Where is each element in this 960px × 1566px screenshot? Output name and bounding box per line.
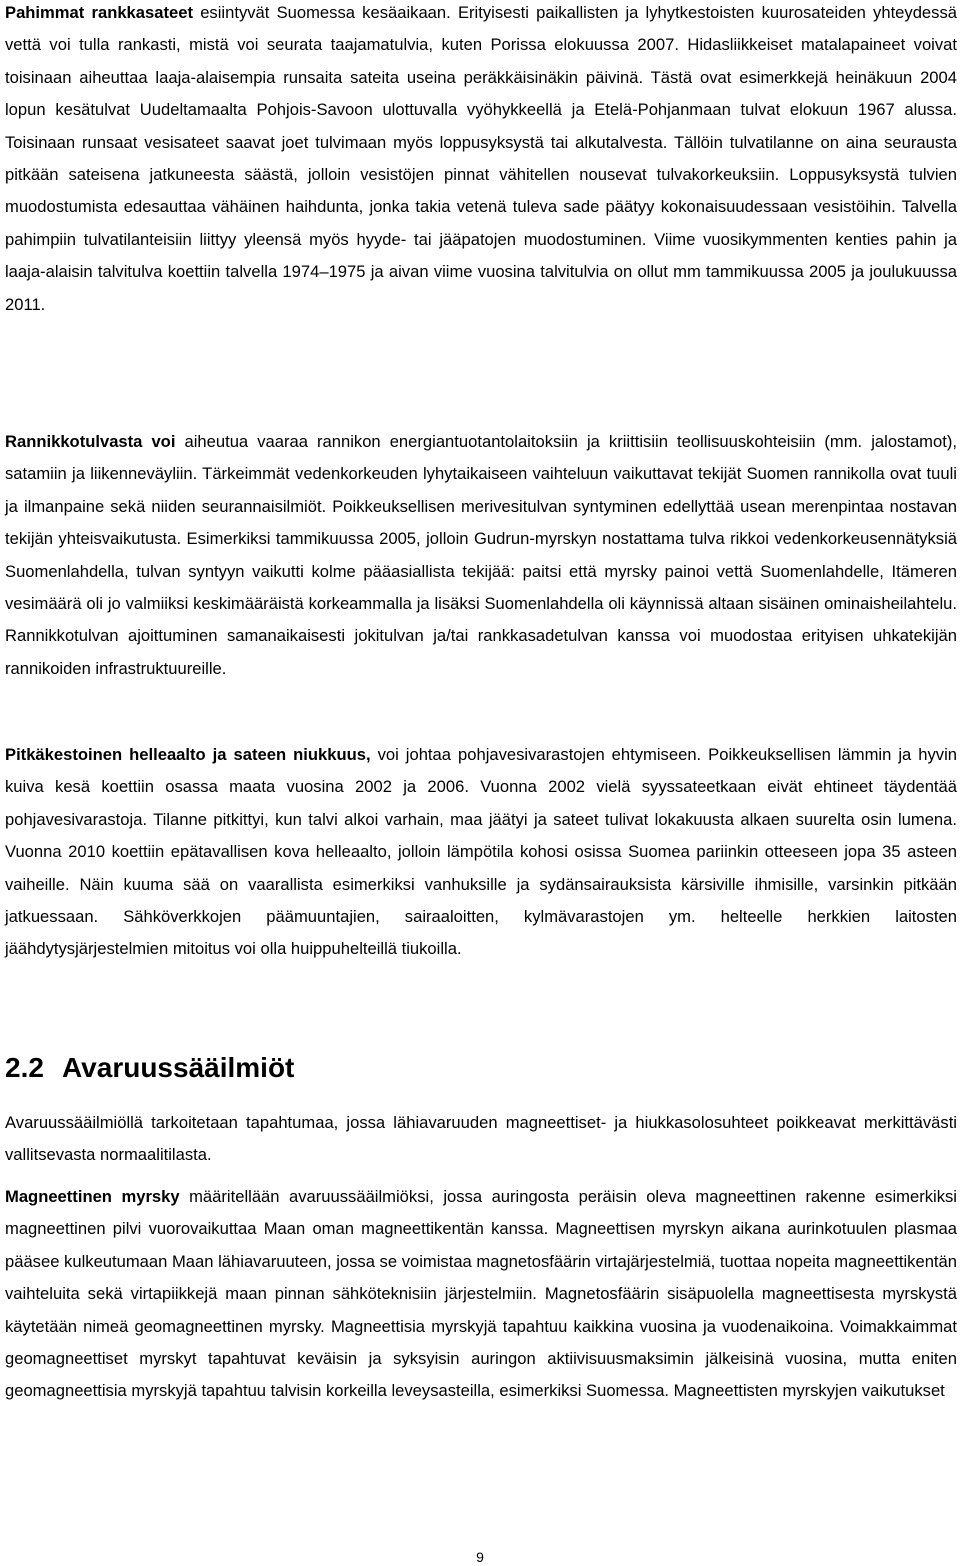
- paragraph-text: voi johtaa pohjavesivarastojen ehtymiseen. Poikkeuksellisen lämmin ja hyvin kuiva kesä koettiin osassa maata vuosina 2002 ja 2006. Vuonna 2002 vielä syyssateetkaan eivät ehtineet täydentää pohjavesivarastoja. Tilanne pitkittyi, kun talvi alkoi varhain, maa jäätyi ja sateet tulivat lokakuusta alkaen suurelta osin lumena. Vuonna 2010 koettiin epätavallisen kova helleaalto, jolloin lämpötila kohosi osissa Suomea pariinkin otteeseen jopa 35 asteen vaiheille. Näin kuuma sää on vaarallista esimerkiksi vanhuksille ja sydänsairauksista kärsiville ihmisille, varsinkin pitkään jatkuessaan. Sähköverkkojen päämuuntajien, sairaaloitten, kylmävarastojen ym. helteelle herkkien laitosten jäähdytysjärjestelmien mitoitus voi olla huippuhelteillä tiukoilla.: [5, 745, 957, 959]
- paragraph-heatwave: [5, 739, 957, 966]
- paragraph-lead: Pahimmat rankkasateet: [5, 3, 193, 22]
- paragraph-text: aiheutua vaaraa rannikon energiantuotantolaitoksiin ja kriittisiin teollisuuskohteisiin (mm. jalostamot), satamiin ja liikenneväyliin. Tärkeimmät vedenkorkeuden lyhytaikaiseen vaihteluun vaikuttavat tekijät Suomen rannikolla ovat tuuli ja ilmanpaine sekä niiden seurannaisilmiöt. Poikkeuksellisen merivesitulvan syntyminen edellyttää usean merenpintaa nostavan tekijän yhteisvaikutusta. Esimerkiksi tammikuussa 2005, jolloin Gudrun-myrskyn nostattama tulva rikkoi vedenkorkeusennätyksiä Suomenlahdella, tulvan syntyyn vaikutti kolme pääasiallista tekijää: paitsi että myrsky painoi vettä Suomenlahdelle, Itämeren vesimäärä oli jo valmiiksi keskimääräistä korkeammalla ja lisäksi Suomenlahdella oli käynnissä altaan sisäinen ominaisheilahtelu. Rannikkotulvan ajoittuminen samanaikaisesti jokitulvan ja/tai rankkasadetulvan kanssa voi muodostaa erityisen uhkatekijän rannikoiden infrastruktuureille.: [5, 432, 957, 678]
- section-heading: [5, 1048, 294, 1088]
- section-number: 2.2: [5, 1052, 44, 1083]
- paragraph-coastal-flood: [5, 426, 957, 685]
- paragraph-text: Avaruussääilmiöllä tarkoitetaan tapahtumaa, jossa lähiavaruuden magneettiset- ja hiukkasolosuhteet poikkeavat merkittävästi vallitsevasta normaalitilasta.: [5, 1113, 957, 1165]
- paragraph-lead: Rannikkotulvasta voi: [5, 432, 176, 451]
- paragraph-lead: Magneettinen myrsky: [5, 1187, 180, 1206]
- paragraph-space-weather-intro: [5, 1107, 957, 1172]
- paragraph-lead: Pitkäkestoinen helleaalto ja sateen niukkuus,: [5, 745, 371, 764]
- paragraph-heavy-rain: [5, 0, 957, 321]
- page-number: 9: [476, 1549, 484, 1565]
- section-title: Avaruussääilmiöt: [62, 1052, 295, 1083]
- paragraph-text: määritellään avaruussääilmiöksi, jossa auringosta peräisin oleva magneettinen rakenne esimerkiksi magneettinen pilvi vuorovaikuttaa Maan oman magneettikentän kanssa. Magneettisen myrskyn aikana aurinkotuulen plasmaa pääsee kulkeutumaan Maan lähiavaruuteen, jossa se voimistaa magnetosfäärin virtajärjestelmiä, tuottaa nopeita magneettikentän vaihteluita sekä virtapiikkejä maan pinnan sähköteknisiin järjestelmiin. Magnetosfäärin sisäpuolella magneettisesta myrskystä käytetään nimeä geomagneettinen myrsky. Magneettisia myrskyjä tapahtuu kaikkina vuosina ja vuodenaikoina. Voimakkaimmat geomagneettiset myrskyt tapahtuvat keväisin ja syksyisin auringon aktiivisuusmaksimin jälkeisinä vuosina, mutta eniten geomagneettisia myrskyjä tapahtuu talvisin korkeilla leveysasteilla, esimerkiksi Suomessa. Magneettisten myrskyjen vaikutukset: [5, 1187, 957, 1401]
- paragraph-magnetic-storm: [5, 1181, 957, 1408]
- paragraph-text: esiintyvät Suomessa kesäaikaan. Erityisesti paikallisten ja lyhytkestoisten kuurosateiden yhteydessä vettä voi tulla rankasti, mistä voi seurata taajamatulvia, kuten Porissa elokuussa 2007. Hidasliikkeiset matalapaineet voivat toisinaan aiheuttaa laaja-alaisempia runsaita sateita useina peräkkäisinäkin päivinä. Tästä ovat esimerkkejä heinäkuun 2004 lopun kesätulvat Uudeltamaalta Pohjois-Savoon ulottuvalla vyöhykkeellä ja Etelä-Pohjanmaan tulvat elokuun 1967 alussa. Toisinaan runsaat vesisateet saavat joet tulvimaan myös loppusyksystä tai alkutalvesta. Tällöin tulvatilanne on aina seurausta pitkään sateisena jatkuneesta säästä, jolloin vesistöjen pinnat vähitellen nousevat tulvakorkeuksiin. Loppusyksystä tulvien muodostumista edesauttaa vähäinen haihdunta, jonka takia vetenä tuleva sade päätyy kokonaisuudessaan vesistöihin. Talvella pahimpiin tulvatilanteisiin liittyy yleensä myös hyyde- tai jääpatojen muodostuminen. Viime vuosikymmenten kenties pahin ja laaja-alaisin talvitulva koettiin talvella 1974–1975 ja aivan viime vuosina talvitulvia on ollut mm tammikuussa 2005 ja joulukuussa 2011.: [5, 3, 957, 314]
